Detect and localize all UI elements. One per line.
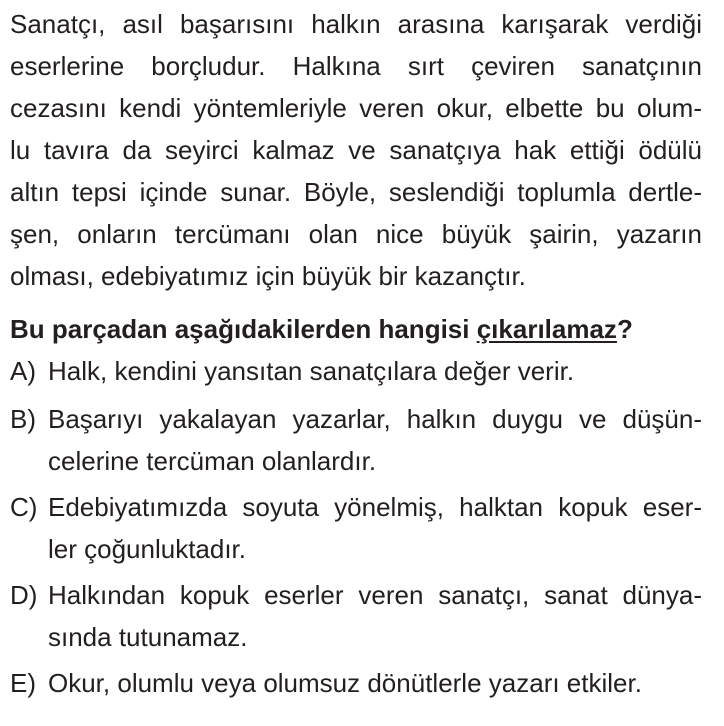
option-letter: B): [10, 404, 36, 434]
passage-line: şen, onların tercümanı olan nice büyük şairin, yazarın: [10, 219, 702, 249]
passage-line: cezasını kendi yöntemleriyle veren okur, elbette bu olum-: [10, 93, 702, 123]
question-keyword: çıkarılamaz: [476, 314, 617, 344]
option-letter: A): [10, 356, 36, 386]
option-text: Halkından kopuk eserler veren sanatçı, sanat dünya-: [48, 580, 702, 610]
option-letter: E): [10, 668, 36, 698]
option-text: ler çoğunluktadır.: [48, 534, 247, 564]
option-text: Okur, olumlu veya olumsuz dönütlerle yazarı etkiler.: [48, 668, 642, 698]
option-text: sında tutunamaz.: [48, 622, 248, 652]
question-text: Bu parçadan aşağıdakilerden hangisi: [10, 314, 477, 344]
option-text: Halk, kendini yansıtan sanatçılara değer verir.: [48, 356, 575, 386]
passage-line: lu tavıra da seyirci kalmaz ve sanatçıya hak ettiği ödülü: [10, 135, 702, 165]
passage-line: altın tepsi içinde sunar. Böyle, seslendiği toplumla dertle-: [10, 177, 702, 207]
question-stem: [10, 314, 702, 344]
option-text: Başarıyı yakalayan yazarlar, halkın duygu ve düşün-: [48, 404, 702, 434]
option-letter: D): [10, 580, 38, 610]
option-text: celerine tercüman olanlardır.: [48, 446, 377, 476]
passage-line: eserlerine borçludur. Halkına sırt çeviren sanatçının: [10, 51, 702, 81]
option-letter: C): [10, 492, 38, 522]
passage-line: olması, edebiyatımız için büyük bir kazançtır.: [10, 261, 526, 291]
option-text: Edebiyatımızda soyuta yönelmiş, halktan kopuk eser-: [48, 492, 702, 522]
passage-line: Sanatçı, asıl başarısını halkın arasına karışarak verdiği: [10, 9, 702, 39]
question-mark: ?: [616, 314, 633, 344]
